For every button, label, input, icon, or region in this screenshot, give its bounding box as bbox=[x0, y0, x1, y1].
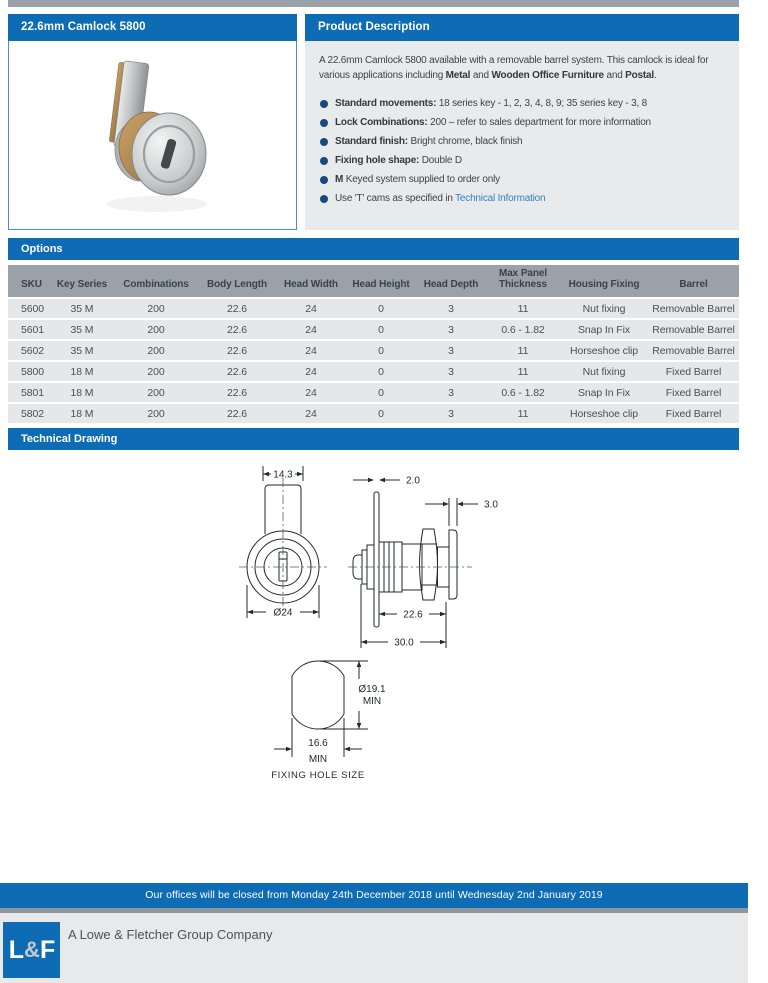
table-cell: 18 M bbox=[50, 382, 114, 403]
table-cell: 24 bbox=[276, 298, 346, 319]
table-row bbox=[8, 403, 739, 424]
table-cell: 0.6 - 1.82 bbox=[486, 382, 560, 403]
bullet-icon bbox=[320, 195, 328, 203]
side-view bbox=[348, 475, 478, 648]
table-cell: 24 bbox=[276, 340, 346, 361]
company-tagline: A Lowe & Fletcher Group Company bbox=[68, 927, 273, 942]
table-cell: 3 bbox=[416, 298, 486, 319]
table-cell: 0 bbox=[346, 382, 416, 403]
table-cell: 5801 bbox=[8, 382, 50, 403]
lf-logo: L & F bbox=[3, 922, 60, 978]
table-cell: Removable Barrel bbox=[648, 340, 739, 361]
technical-drawing-svg bbox=[222, 452, 542, 792]
table-cell: 0 bbox=[346, 298, 416, 319]
column-header: Body Length bbox=[198, 265, 276, 298]
product-panel bbox=[8, 14, 297, 230]
column-header: Head Width bbox=[276, 265, 346, 298]
table-cell: Removable Barrel bbox=[648, 298, 739, 319]
table-cell: 5602 bbox=[8, 340, 50, 361]
table-cell: 24 bbox=[276, 319, 346, 340]
table-cell: 200 bbox=[114, 298, 198, 319]
bullet-item: Use 'T' cams as specified in Technical Information bbox=[319, 192, 725, 206]
table-cell: 5601 bbox=[8, 319, 50, 340]
table-cell: 0 bbox=[346, 340, 416, 361]
table-cell: 0 bbox=[346, 319, 416, 340]
table-row bbox=[8, 340, 739, 361]
bullet-item: Fixing hole shape: Double D bbox=[319, 154, 725, 168]
options-title: Options bbox=[8, 238, 739, 260]
table-cell: 3 bbox=[416, 361, 486, 382]
technical-information-link[interactable]: Technical Information bbox=[455, 193, 546, 204]
bullet-icon bbox=[320, 157, 328, 165]
bullet-icon bbox=[320, 176, 328, 184]
front-view bbox=[239, 466, 327, 618]
table-cell: Horseshoe clip bbox=[560, 340, 648, 361]
table-cell: 22.6 bbox=[198, 382, 276, 403]
table-cell: 22.6 bbox=[198, 298, 276, 319]
table-cell: 11 bbox=[486, 298, 560, 319]
table-cell: 3 bbox=[416, 382, 486, 403]
table-cell: Removable Barrel bbox=[648, 319, 739, 340]
table-cell: 0 bbox=[346, 403, 416, 424]
dim-hole-diameter: Ø19.1 bbox=[358, 684, 386, 695]
table-cell: 3 bbox=[416, 319, 486, 340]
dim-face-diameter: Ø24 bbox=[273, 607, 293, 619]
table-cell: 11 bbox=[486, 340, 560, 361]
table-cell: Fixed Barrel bbox=[648, 382, 739, 403]
technical-drawing-title: Technical Drawing bbox=[8, 428, 739, 450]
table-cell: Fixed Barrel bbox=[648, 361, 739, 382]
table-cell: 11 bbox=[486, 361, 560, 382]
options-section bbox=[8, 238, 739, 425]
table-cell: 3 bbox=[416, 403, 486, 424]
table-cell: 24 bbox=[276, 361, 346, 382]
column-header: Max Panel Thickness bbox=[486, 265, 560, 298]
description-title: Product Description bbox=[305, 14, 739, 41]
table-cell: 22.6 bbox=[198, 361, 276, 382]
product-title: 22.6mm Camlock 5800 bbox=[8, 14, 297, 41]
column-header: Barrel bbox=[648, 265, 739, 298]
table-cell: 200 bbox=[114, 340, 198, 361]
table-cell: 22.6 bbox=[198, 403, 276, 424]
technical-drawing bbox=[222, 452, 542, 792]
bullet-item: Standard movements: 18 series key - 1, 2, 3, 4, 8, 9; 35 series key - 3, 8 bbox=[319, 97, 725, 111]
table-cell: 24 bbox=[276, 382, 346, 403]
product-image-box bbox=[8, 41, 297, 230]
table-cell: 22.6 bbox=[198, 319, 276, 340]
table-cell: Nut fixing bbox=[560, 298, 648, 319]
table-cell: Snap In Fix bbox=[560, 382, 648, 403]
table-cell: 200 bbox=[114, 361, 198, 382]
bullet-item: M Keyed system supplied to order only bbox=[319, 173, 725, 187]
table-cell: 18 M bbox=[50, 403, 114, 424]
table-cell: Snap In Fix bbox=[560, 319, 648, 340]
table-cell: 3 bbox=[416, 340, 486, 361]
table-cell: 35 M bbox=[50, 340, 114, 361]
photo-shadow bbox=[107, 196, 207, 212]
table-row bbox=[8, 361, 739, 382]
top-divider-bar bbox=[8, 0, 739, 7]
table-cell: 0 bbox=[346, 361, 416, 382]
bullet-icon bbox=[320, 138, 328, 146]
table-cell: 11 bbox=[486, 403, 560, 424]
dim-hole-width: 16.6 bbox=[308, 738, 328, 749]
table-header-row bbox=[8, 265, 739, 298]
options-table bbox=[8, 265, 739, 425]
table-row bbox=[8, 382, 739, 403]
bullet-icon bbox=[320, 119, 328, 127]
table-row bbox=[8, 319, 739, 340]
dim-overall-length: 30.0 bbox=[394, 637, 414, 649]
table-cell: 22.6 bbox=[198, 340, 276, 361]
table-row bbox=[8, 298, 739, 319]
column-header: Head Depth bbox=[416, 265, 486, 298]
footer bbox=[0, 913, 748, 983]
office-closure-notice: Our offices will be closed from Monday 24th December 2018 until Wednesday 2nd January 2019 bbox=[0, 883, 748, 908]
bullet-icon bbox=[320, 100, 328, 108]
table-cell: 200 bbox=[114, 403, 198, 424]
fixing-hole-caption: FIXING HOLE SIZE bbox=[271, 770, 365, 781]
table-cell: 0.6 - 1.82 bbox=[486, 319, 560, 340]
bullet-item: Standard finish: Bright chrome, black finish bbox=[319, 135, 725, 149]
top-panels bbox=[8, 14, 739, 230]
table-cell: 35 M bbox=[50, 298, 114, 319]
table-cell: 35 M bbox=[50, 319, 114, 340]
dim-flange-thickness: 3.0 bbox=[484, 499, 498, 511]
table-cell: 24 bbox=[276, 403, 346, 424]
product-photo bbox=[9, 42, 296, 229]
description-body bbox=[305, 41, 739, 230]
column-header: Key Series bbox=[50, 265, 114, 298]
table-cell: Nut fixing bbox=[560, 361, 648, 382]
intro-paragraph: A 22.6mm Camlock 5800 available with a removable barrel system. This camlock is ideal for various applications including Metal and Wooden Office Furniture and Postal. bbox=[319, 55, 709, 81]
dim-hole-width-min: MIN bbox=[308, 754, 328, 765]
column-header: SKU bbox=[8, 265, 50, 298]
bullet-list bbox=[319, 97, 725, 206]
table-cell: 200 bbox=[114, 382, 198, 403]
column-header: Housing Fixing bbox=[560, 265, 648, 298]
description-panel bbox=[305, 14, 739, 230]
dim-body-length: 22.6 bbox=[403, 609, 423, 621]
column-header: Head Height bbox=[346, 265, 416, 298]
column-header: Combinations bbox=[114, 265, 198, 298]
table-cell: 5800 bbox=[8, 361, 50, 382]
table-cell: 18 M bbox=[50, 361, 114, 382]
dim-cam-width: 14.3 bbox=[273, 469, 293, 481]
table-cell: 5802 bbox=[8, 403, 50, 424]
table-cell: Fixed Barrel bbox=[648, 403, 739, 424]
dim-cam-thickness: 2.0 bbox=[406, 475, 420, 487]
bullet-item: Lock Combinations: 200 – refer to sales department for more information bbox=[319, 116, 725, 130]
table-cell: Horseshoe clip bbox=[560, 403, 648, 424]
dim-hole-diameter-min: MIN bbox=[362, 696, 382, 707]
table-cell: 5600 bbox=[8, 298, 50, 319]
table-cell: 200 bbox=[114, 319, 198, 340]
technical-drawing-section bbox=[8, 428, 739, 450]
